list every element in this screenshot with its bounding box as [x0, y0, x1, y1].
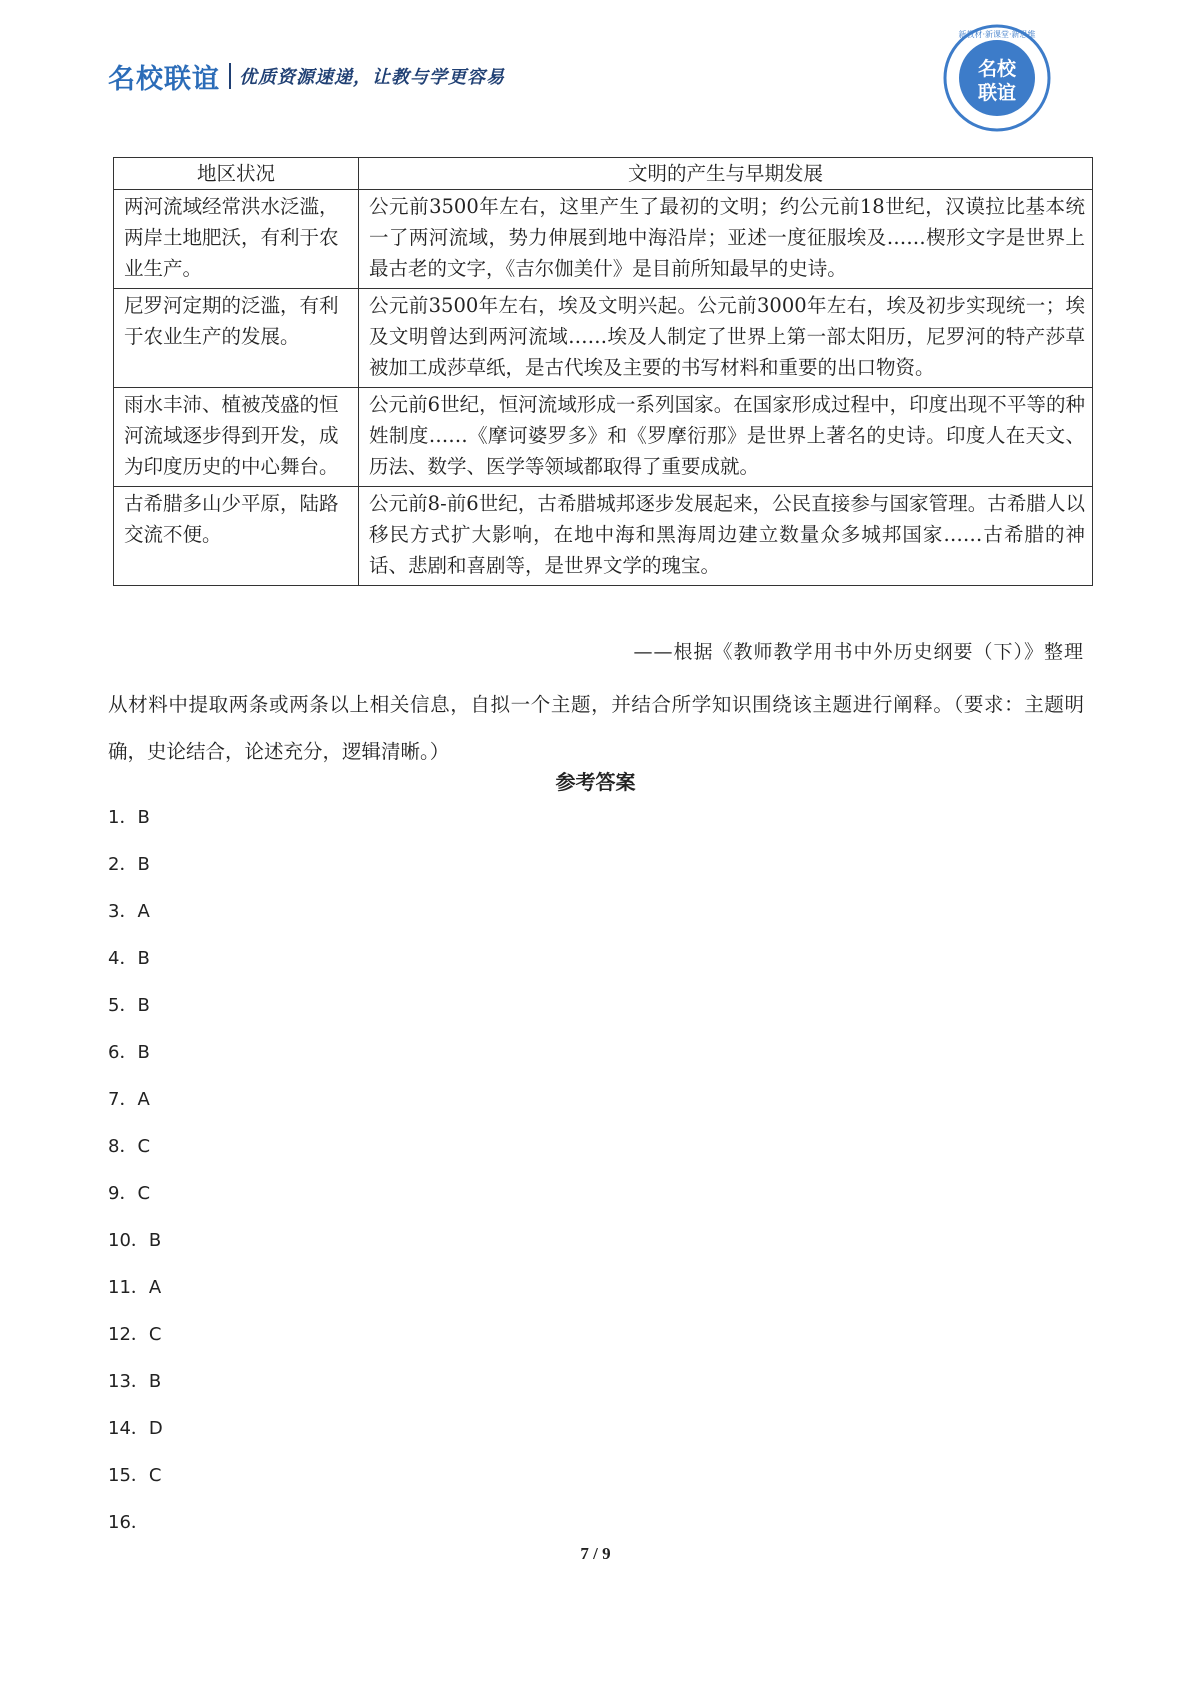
answer-item: 4．B — [108, 948, 150, 969]
answer-item: 9．C — [108, 1183, 151, 1204]
column-header-region: 地区状况 — [114, 158, 359, 190]
answer-item: 6．B — [108, 1042, 150, 1063]
answer-item: 5．B — [108, 995, 150, 1016]
table-row — [114, 388, 1093, 487]
page-header — [108, 56, 505, 96]
answer-item: 2．B — [108, 854, 150, 875]
table-row — [114, 289, 1093, 388]
svg-text:联谊: 联谊 — [977, 82, 1017, 104]
cell-region: 古希腊多山少平原，陆路交流不便。 — [114, 487, 359, 586]
cell-development: 公元前8-前6世纪，古希腊城邦逐步发展起来，公民直接参与国家管理。古希腊人以移民方式扩大影响，在地中海和黑海周边建立数量众多城邦国家……古希腊的神话、悲剧和喜剧等，是世界文学的瑰宝。 — [359, 487, 1093, 586]
cell-region: 尼罗河定期的泛滥，有利于农业生产的发展。 — [114, 289, 359, 388]
table-row — [114, 487, 1093, 586]
brand-divider — [229, 63, 231, 89]
answer-item: 11．A — [108, 1277, 162, 1298]
answer-item: 12．C — [108, 1324, 162, 1345]
cell-development: 公元前3500年左右，这里产生了最初的文明；约公元前18世纪，汉谟拉比基本统一了两河流域，势力伸展到地中海沿岸；亚述一度征服埃及……楔形文字是世界上最古老的文字，《吉尔伽美什》是目前所知最早的史诗。 — [359, 190, 1093, 289]
brand-slogan: 优质资源速递，让教与学更容易 — [239, 67, 505, 88]
school-seal-logo — [942, 23, 1052, 133]
answer-item: 1．B — [108, 807, 150, 828]
answer-item: 7．A — [108, 1089, 150, 1110]
civilization-table — [113, 157, 1093, 586]
source-citation: ——根据《教师教学用书中外历史纲要（下）》整理 — [633, 641, 1084, 663]
svg-text:新教材·新课堂·新思维: 新教材·新课堂·新思维 — [958, 30, 1036, 39]
cell-development: 公元前6世纪，恒河流域形成一系列国家。在国家形成过程中，印度出现不平等的种姓制度……《摩诃婆罗多》和《罗摩衍那》是世界上著名的史诗。印度人在天文、历法、数学、医学等领域都取得了重要成就。 — [359, 388, 1093, 487]
answer-item: 16． — [108, 1512, 149, 1533]
cell-region: 雨水丰沛、植被茂盛的恒河流域逐步得到开发，成为印度历史的中心舞台。 — [114, 388, 359, 487]
answers-heading: 参考答案 — [555, 770, 636, 794]
cell-region: 两河流域经常洪水泛滥，两岸土地肥沃，有利于农业生产。 — [114, 190, 359, 289]
answer-item: 15．C — [108, 1465, 162, 1486]
table-header-row — [114, 158, 1093, 190]
cell-development: 公元前3500年左右，埃及文明兴起。公元前3000年左右，埃及初步实现统一；埃及文明曾达到两河流域……埃及人制定了世界上第一部太阳历，尼罗河的特产莎草被加工成莎草纸，是古代埃及主要的书写材料和重要的出口物资。 — [359, 289, 1093, 388]
column-header-development: 文明的产生与早期发展 — [359, 158, 1093, 190]
page-number: 7 / 9 — [580, 1544, 611, 1563]
table-row — [114, 190, 1093, 289]
brand-name: 名校联谊 — [108, 63, 220, 95]
svg-text:名校: 名校 — [977, 58, 1017, 80]
answer-list — [108, 807, 163, 1559]
answer-item: 10．B — [108, 1230, 162, 1251]
answer-item: 14．D — [108, 1418, 163, 1439]
question-prompt: 从材料中提取两条或两条以上相关信息，自拟一个主题，并结合所学知识围绕该主题进行阐释。（要求：主题明确，史论结合，论述充分，逻辑清晰。） — [108, 693, 1084, 763]
answer-item: 3．A — [108, 901, 150, 922]
answer-item: 8．C — [108, 1136, 151, 1157]
answer-item: 13．B — [108, 1371, 162, 1392]
